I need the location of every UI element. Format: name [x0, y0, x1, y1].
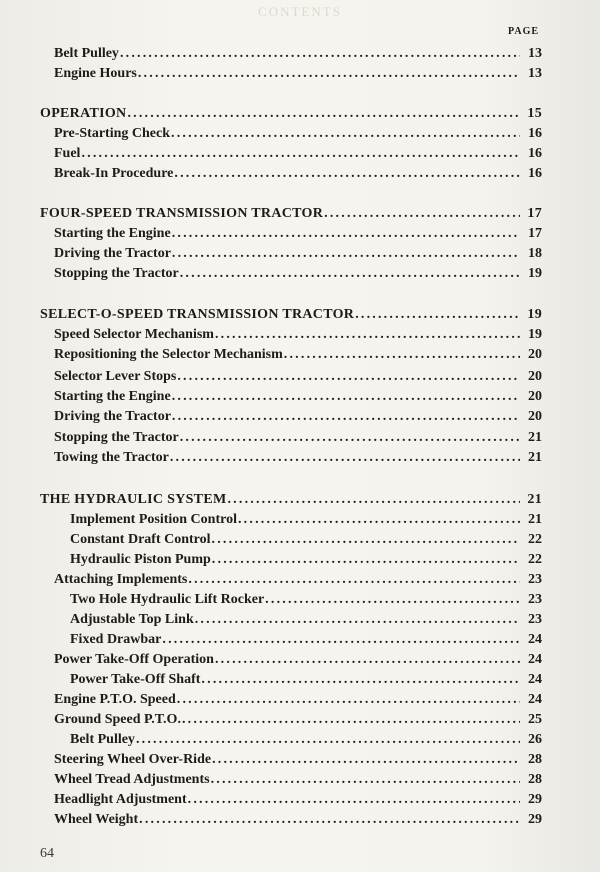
leader-dots — [135, 730, 520, 750]
toc-entry-page: 16 — [528, 166, 542, 181]
toc-entry-page: 19 — [527, 307, 542, 322]
toc-entry — [54, 367, 542, 387]
toc-entry-page: 29 — [528, 792, 542, 807]
leader-dots — [170, 124, 520, 144]
toc-entry-title: Attaching Implements — [54, 572, 188, 587]
toc-entry-title: Steering Wheel Over-Ride — [54, 752, 212, 767]
toc-entry-page: 28 — [528, 772, 542, 787]
toc-entry — [70, 610, 542, 630]
leader-dots — [173, 164, 520, 184]
toc-entry — [54, 44, 542, 64]
toc-entry-title: Break-In Procedure — [54, 166, 174, 181]
toc-entry — [54, 428, 542, 448]
toc-entry-page: 26 — [528, 732, 542, 747]
toc-entry — [54, 144, 542, 164]
toc-entry-page: 20 — [528, 389, 542, 404]
toc-entry — [54, 407, 542, 427]
toc-entry-title: Speed Selector Mechanism — [54, 327, 214, 342]
toc-entry-page: 19 — [528, 327, 542, 342]
toc-entry-title: Starting the Engine — [54, 389, 171, 404]
toc-entry — [70, 550, 542, 570]
toc-section-heading — [40, 204, 542, 224]
toc-entry-page: 21 — [527, 492, 542, 507]
toc-entry-page: 20 — [528, 369, 542, 384]
leader-dots — [126, 104, 520, 124]
toc-entry — [54, 387, 542, 407]
leader-dots — [137, 64, 520, 84]
toc-entry-title: Engine Hours — [54, 66, 137, 81]
toc-section-heading — [40, 305, 542, 325]
toc-entry-title: Headlight Adjustment — [54, 792, 187, 807]
toc-entry-page: 23 — [528, 612, 542, 627]
toc-entry-title: Belt Pulley — [54, 46, 119, 61]
leader-dots — [176, 367, 520, 387]
toc-entry-title: Power Take-Off Operation — [54, 652, 214, 667]
page-number: 64 — [40, 846, 54, 861]
leader-dots — [323, 204, 520, 224]
toc-entry-page: 16 — [528, 146, 542, 161]
leader-dots — [211, 550, 520, 570]
toc-entry-title: FOUR-SPEED TRANSMISSION TRACTOR — [40, 206, 324, 221]
toc-entry-title: Fixed Drawbar — [70, 632, 162, 647]
leader-dots — [237, 510, 520, 530]
toc-entry — [70, 630, 542, 650]
toc-entry-page: 15 — [527, 106, 542, 121]
leader-dots — [214, 650, 520, 670]
leader-dots — [194, 610, 520, 630]
toc-entry-title: Fuel — [54, 146, 81, 161]
toc-entry-page: 20 — [528, 347, 542, 362]
toc-entry-page: 29 — [528, 812, 542, 827]
toc-entry-page: 24 — [528, 692, 542, 707]
leader-dots — [176, 690, 520, 710]
toc-entry-title: Selector Lever Stops — [54, 369, 177, 384]
toc-entry-title: Hydraulic Piston Pump — [70, 552, 211, 567]
leader-dots — [171, 224, 520, 244]
toc-entry-title: Pre-Starting Check — [54, 126, 170, 141]
leader-dots — [211, 750, 520, 770]
toc-section-heading — [40, 104, 542, 124]
toc-entry — [54, 64, 542, 84]
toc-entry — [54, 224, 542, 244]
toc-entry-page: 17 — [528, 226, 542, 241]
leader-dots — [161, 630, 520, 650]
leader-dots — [187, 790, 520, 810]
toc-entry-title: OPERATION — [40, 106, 127, 121]
toc-entry-title: Engine P.T.O. Speed — [54, 692, 176, 707]
leader-dots — [264, 590, 520, 610]
toc-entry — [54, 124, 542, 144]
toc-entry-page: 19 — [528, 266, 542, 281]
toc-entry-page: 21 — [528, 450, 542, 465]
toc-entry — [70, 670, 542, 690]
toc-entry-title: Stopping the Tractor — [54, 430, 179, 445]
toc-entry-page: 24 — [528, 632, 542, 647]
toc-entry — [54, 164, 542, 184]
toc-entry-page: 25 — [528, 712, 542, 727]
leader-dots — [210, 770, 520, 790]
leader-dots — [179, 264, 520, 284]
toc-entry-title: Adjustable Top Link — [70, 612, 194, 627]
leader-dots — [179, 428, 520, 448]
toc-entry-title: Ground Speed P.T.O. — [54, 712, 181, 727]
toc-entry-title: Stopping the Tractor — [54, 266, 179, 281]
toc-entry-page: 22 — [528, 552, 542, 567]
toc-entry-page: 21 — [528, 430, 542, 445]
leader-dots — [181, 710, 520, 730]
leader-dots — [283, 345, 520, 365]
toc-entry-title: Constant Draft Control — [70, 532, 211, 547]
leader-dots — [169, 448, 520, 468]
toc-entry-title: Repositioning the Selector Mechanism — [54, 347, 283, 362]
toc-entry — [54, 570, 542, 590]
leader-dots — [214, 325, 520, 345]
toc-entry-title: Belt Pulley — [70, 732, 135, 747]
toc-entry — [54, 325, 542, 345]
toc-entry-page: 21 — [528, 512, 542, 527]
toc-entry-page: 28 — [528, 752, 542, 767]
toc-entry — [54, 750, 542, 770]
leader-dots — [171, 387, 520, 407]
toc-entry-page: 13 — [528, 46, 542, 61]
toc-entry — [54, 244, 542, 264]
toc-entry — [70, 590, 542, 610]
toc-entry-title: Driving the Tractor — [54, 246, 171, 261]
toc-entry-title: Power Take-Off Shaft — [70, 672, 201, 687]
toc-entry-page: 22 — [528, 532, 542, 547]
toc-entry-title: Driving the Tractor — [54, 409, 171, 424]
leader-dots — [171, 244, 520, 264]
toc-entry — [54, 790, 542, 810]
toc-entry-title: Wheel Weight — [54, 812, 139, 827]
show-through-heading: CONTENTS — [258, 4, 342, 19]
toc-entry-title: THE HYDRAULIC SYSTEM — [40, 492, 227, 507]
toc-entry-page: 18 — [528, 246, 542, 261]
toc-entry-title: Towing the Tractor — [54, 450, 169, 465]
toc-entry — [70, 530, 542, 550]
leader-dots — [226, 490, 520, 510]
toc-entry — [54, 810, 542, 830]
toc-entry-title: Two Hole Hydraulic Lift Rocker — [70, 592, 265, 607]
toc-entry — [54, 650, 542, 670]
leader-dots — [80, 144, 520, 164]
toc-entry — [54, 345, 542, 365]
toc-entry-page: 16 — [528, 126, 542, 141]
toc-entry — [54, 770, 542, 790]
toc-entry-page: 24 — [528, 652, 542, 667]
toc-entry — [54, 448, 542, 468]
toc-entry-title: Starting the Engine — [54, 226, 171, 241]
leader-dots — [200, 670, 520, 690]
toc-entry-title: Wheel Tread Adjustments — [54, 772, 210, 787]
toc-entry — [70, 510, 542, 530]
toc-entry-title: SELECT-O-SPEED TRANSMISSION TRACTOR — [40, 307, 355, 322]
toc-entry — [54, 690, 542, 710]
toc-entry-title: Implement Position Control — [70, 512, 237, 527]
leader-dots — [187, 570, 520, 590]
leader-dots — [119, 44, 520, 64]
toc-entry — [54, 710, 542, 730]
toc-entry-page: 13 — [528, 66, 542, 81]
toc-entry-page: 23 — [528, 572, 542, 587]
leader-dots — [138, 810, 520, 830]
toc-entry-page: 17 — [527, 206, 542, 221]
toc-entry-page: 24 — [528, 672, 542, 687]
toc-entry-page: 20 — [528, 409, 542, 424]
toc-entry-page: 23 — [528, 592, 542, 607]
leader-dots — [211, 530, 520, 550]
leader-dots — [354, 305, 520, 325]
leader-dots — [171, 407, 520, 427]
page-column-label: PAGE — [508, 26, 540, 37]
toc-entry — [54, 264, 542, 284]
toc-entry — [70, 730, 542, 750]
toc-section-heading — [40, 490, 542, 510]
